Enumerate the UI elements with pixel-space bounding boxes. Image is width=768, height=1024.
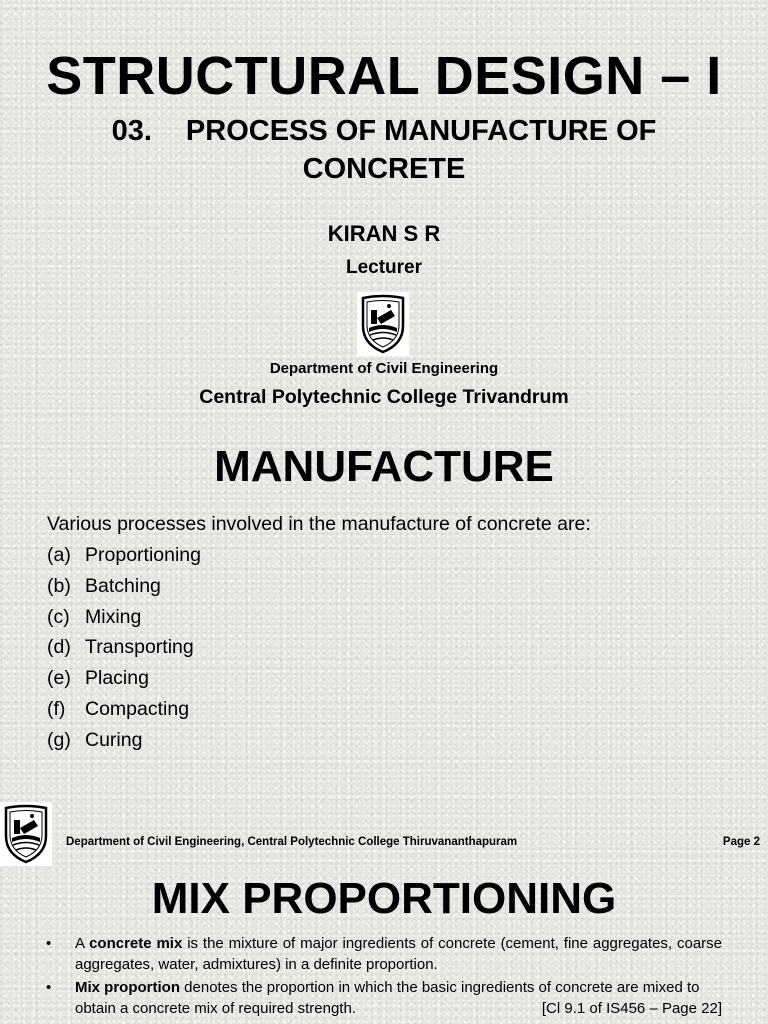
process-item: [47, 606, 141, 629]
author-role: Lecturer: [345, 257, 423, 278]
section-heading-manufacture: MANUFACTURE: [214, 442, 554, 491]
chapter-title: [0, 112, 768, 188]
process-letter: (a): [47, 544, 71, 566]
process-item: [47, 636, 194, 659]
process-letter: (e): [47, 667, 71, 690]
bullet-text: is the mixture of major ingredients of concrete (cement, fine aggregates, coarse aggregates, water, admixtures) in a definite proportion.: [75, 935, 722, 973]
process-label: Batching: [85, 574, 161, 597]
author-name: KIRAN S R: [327, 221, 441, 246]
college-name: Central Polytechnic College Trivandrum: [199, 386, 569, 408]
college-emblem-icon: [0, 802, 52, 866]
list-item: [46, 933, 722, 977]
process-label: Curing: [85, 728, 143, 751]
process-letter: (c): [47, 605, 70, 628]
chapter-title-line1: PROCESS OF MANUFACTURE OF: [185, 115, 657, 147]
college-emblem-icon: [357, 292, 409, 356]
list-item: [46, 977, 722, 1021]
process-label: Placing: [85, 667, 149, 690]
manufacture-intro: Various processes involved in the manufacture of concrete are:: [47, 513, 591, 535]
footer-department: Department of Civil Engineering, Central Polytechnic College Thiruvananthapuram: [66, 836, 518, 848]
bullet-term: Mix proportion: [75, 979, 180, 996]
process-item: [47, 729, 142, 752]
chapter-number: 03.: [111, 115, 152, 147]
process-item: [47, 667, 149, 690]
process-letter: (f): [47, 698, 66, 720]
process-letter: (b): [47, 574, 71, 597]
bullet-dot-icon: •: [46, 979, 52, 996]
page-title: STRUCTURAL DESIGN – I: [46, 46, 722, 106]
process-item: [47, 698, 189, 721]
process-letter: (g): [47, 728, 71, 751]
bullet-lead: A: [75, 935, 90, 952]
process-label: Compacting: [85, 698, 190, 720]
process-label: Mixing: [85, 605, 142, 628]
bullet-term: concrete mix: [89, 935, 183, 952]
process-label: Proportioning: [85, 544, 201, 566]
page-number: Page 2: [722, 836, 760, 848]
process-letter: (d): [47, 636, 71, 659]
code-reference: [Cl 9.1 of IS456 – Page 22]: [541, 1000, 722, 1017]
process-item: [47, 575, 161, 598]
process-label: Transporting: [85, 636, 194, 659]
department-name: Department of Civil Engineering: [269, 360, 499, 377]
section-heading-mix-proportioning: MIX PROPORTIONING: [151, 874, 617, 923]
process-item: [47, 544, 201, 567]
chapter-title-line2: CONCRETE: [302, 153, 466, 185]
bullet-dot-icon: •: [46, 935, 52, 952]
bullet-text: denotes the proportion in which the basic ingredients of concrete are mixed to obtain a concrete mix of required strength.: [75, 979, 700, 1017]
